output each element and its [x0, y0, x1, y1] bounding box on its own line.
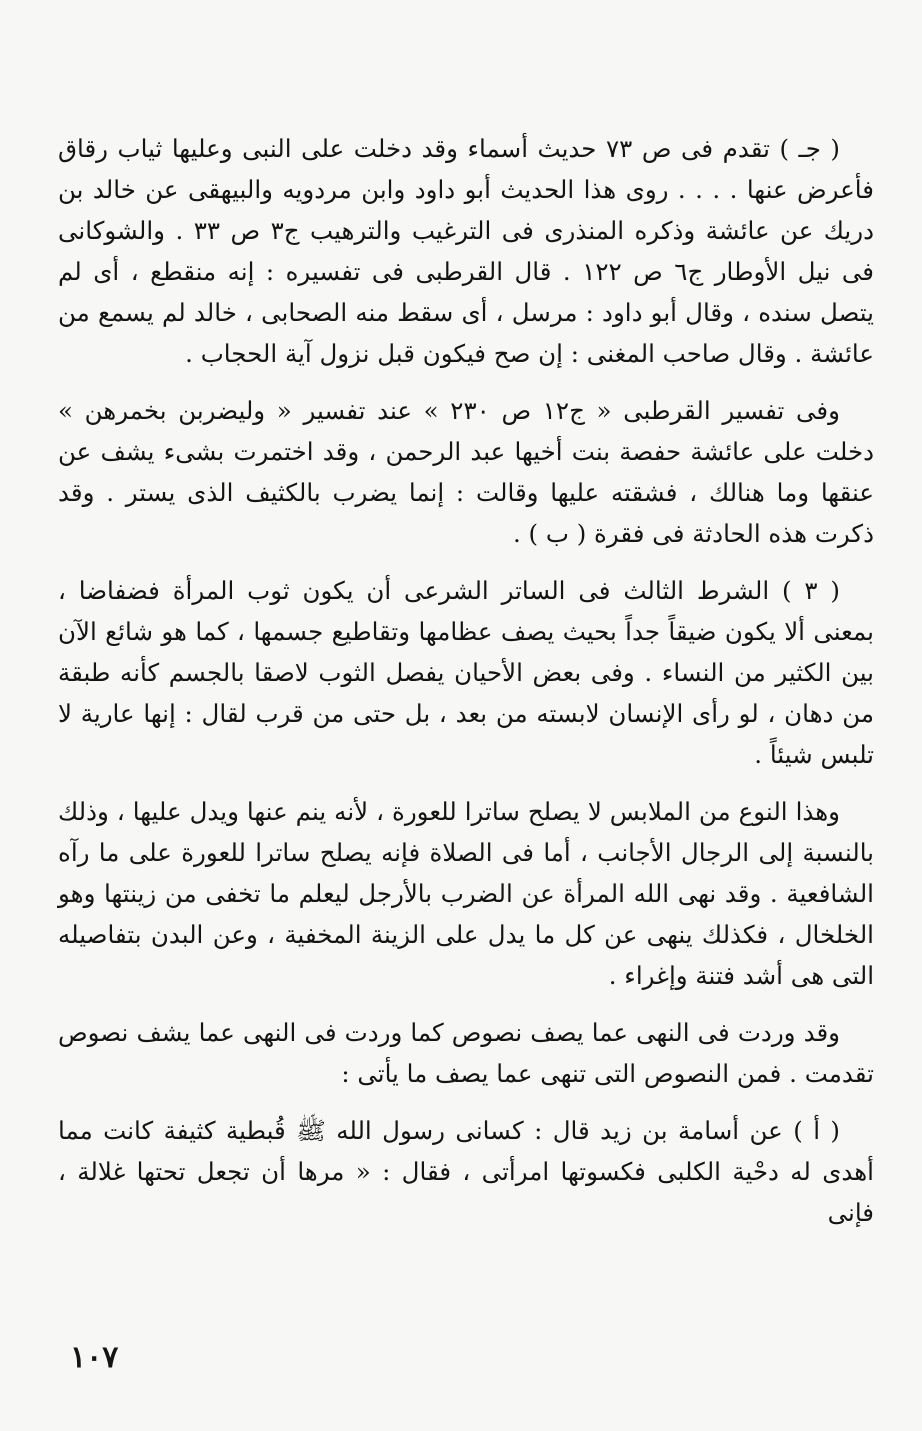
paragraph-qurtubi-tafsir: وفى تفسير القرطبى « ج١٢ ص ٢٣٠ » عند تفسير « وليضربن بخمرهن » دخلت على عائشة حفصة بنت أخيها عبد الرحمن ، وقد اختمرت بشىء يشف عن عنقها وما هنالك ، فشقته عليها وقالت : إنما يضرب بالكثيف الذى يستر . وقد ذكرت هذه الحادثة فى فقرة ( ب ) .: [58, 396, 874, 548]
page-number: ١٠٧: [70, 1340, 119, 1375]
paragraph-third-condition: ( ٣ ) الشرط الثالث فى الساتر الشرعى أن يكون ثوب المرأة فضفاضا ، بمعنى ألا يكون ضيقاً جداً بحيث يصف عظامها وتقاطيع جسمها ، كما هو شائع الآن بين الكثير من النساء . وفى بعض الأحيان يفصل الثوب لاصقا بالجسم كأنه طبقة من دهان ، لو رأى الإنسان لابسته من بعد ، بل حتى من قرب لقال : إنها عارية لا تلبس شيئاً .: [58, 576, 874, 769]
body-text: [58, 128, 874, 1249]
paragraph-hadith-asma: ( جـ ) تقدم فى ص ٧٣ حديث أسماء وقد دخلت على النبى وعليها ثياب رقاق فأعرض عنها . . . . روى هذا الحديث أبو داود وابن مردويه والبيهقى عن خالد بن دريك عن عائشة وذكره المنذرى فى الترغيب والترهيب ج٣ ص ٣٣ . والشوكانى فى نيل الأوطار ج٦ ص ١٢٢ . قال القرطبى فى تفسيره : إنه منقطع ، أى لم يتصل سنده ، وقال أبو داود : مرسل ، أى سقط منه الصحابى ، خالد لم يسمع من عائشة . وقال صاحب المغنى : إن صح فيكون قبل نزول آية الحجاب .: [58, 134, 874, 368]
paragraph-clothing-type: وهذا النوع من الملابس لا يصلح ساترا للعورة ، لأنه ينم عنها ويدل عليها ، وذلك بالنسبة إلى الرجال الأجانب ، أما فى الصلاة فإنه يصلح ساترا للعورة على ما رآه الشافعية . وقد نهى الله المرأة عن الضرب بالأرجل ليعلم ما تخفى من زينتها وهو الخلخال ، فكذلك ينهى عن كل ما يدل على الزينة المخفية ، وعن البدن بتفاصيله التى هى أشد فتنة وإغراء .: [58, 797, 874, 990]
paragraph-texts-intro: وقد وردت فى النهى عما يصف نصوص كما وردت فى النهى عما يشف نصوص تقدمت . فمن النصوص التى تنهى عما يصف ما يأتى :: [58, 1018, 874, 1088]
paragraph-usama-hadith: ( أ ) عن أسامة بن زيد قال : كسانى رسول الله ﷺ قُبطية كثيفة كانت مما أهدى له دحْية الكلبى فكسوتها امرأتى ، فقال : « مرها أن تجعل تحتها غلالة ، فإنى: [58, 1116, 874, 1227]
